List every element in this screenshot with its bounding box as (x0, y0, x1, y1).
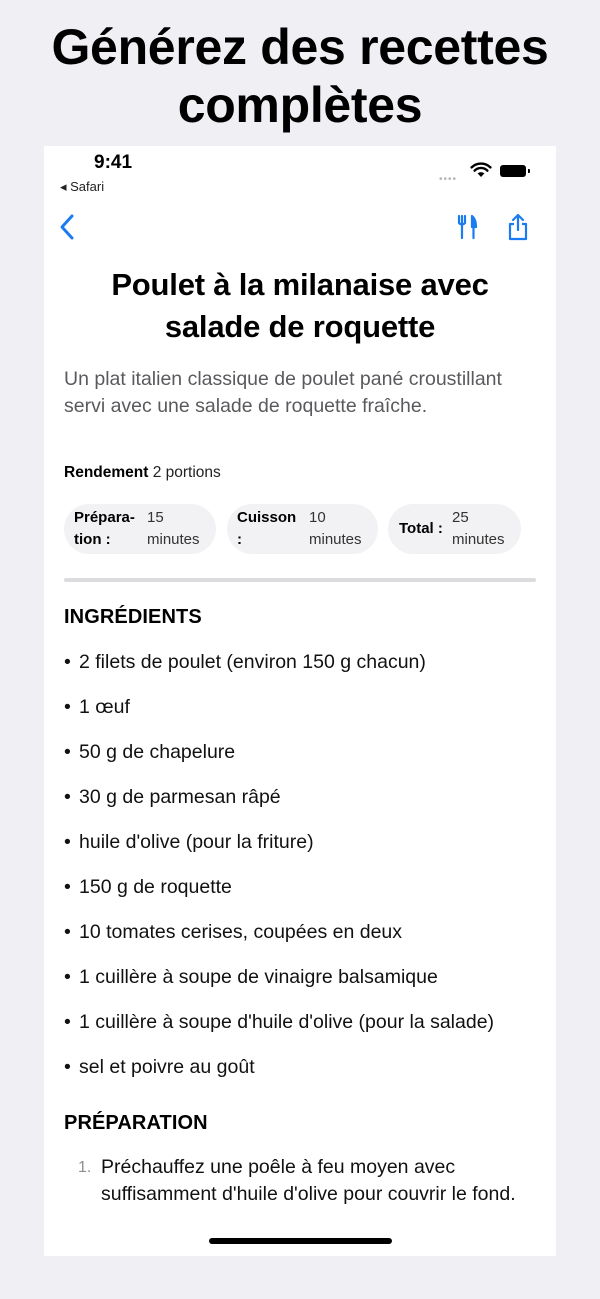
ingredient-text: huile d'olive (pour la friture) (79, 831, 314, 853)
recipe-title-line-1: Poulet à la milanaise avec (111, 267, 489, 302)
step-text: Préchauffez une poêle à feu moyen avec suffisamment d'huile d'olive pour couvrir le fond. (101, 1156, 516, 1205)
prep-time-value-2: minutes (147, 531, 200, 548)
total-time-value-2: minutes (452, 531, 505, 548)
ingredient-text: 1 cuillère à soupe de vinaigre balsamique (79, 966, 438, 988)
list-item: • 2 filets de poulet (environ 150 g chacun) (64, 651, 426, 673)
ingredient-text: 1 œuf (79, 696, 130, 718)
recipe-yield (64, 464, 221, 482)
back-to-safari-link[interactable]: ◂ Safari (60, 179, 105, 194)
yield-label: Rendement (64, 464, 149, 481)
steps-list (64, 1154, 534, 1208)
prep-time-chip (64, 504, 216, 554)
ingredients-list (64, 644, 494, 1094)
ingredient-text: 150 g de roquette (79, 876, 232, 898)
cook-time-label-2: : (237, 531, 242, 548)
ingredient-text: 30 g de parmesan râpé (79, 786, 281, 808)
share-icon[interactable] (506, 212, 530, 242)
ingredients-heading: INGRÉDIENTS (64, 606, 202, 628)
list-item: • 1 cuillère à soupe d'huile d'olive (pour la salade) (64, 1011, 495, 1033)
list-item (64, 1154, 534, 1208)
home-indicator[interactable] (209, 1238, 392, 1244)
list-item: • 30 g de parmesan râpé (64, 786, 281, 808)
list-item: • huile d'olive (pour la friture) (64, 831, 314, 853)
status-time: 9:41 (94, 152, 133, 173)
list-item: • 150 g de roquette (64, 876, 232, 898)
ingredient-text: 1 cuillère à soupe d'huile d'olive (pour la salade) (79, 1011, 495, 1033)
ingredient-text: 10 tomates cerises, coupées en deux (79, 921, 403, 943)
signal-icon: •••• (439, 174, 458, 185)
fork-knife-icon[interactable] (456, 214, 478, 240)
total-time-label: Total : (399, 520, 443, 537)
list-item: • 50 g de chapelure (64, 741, 236, 763)
list-item: • sel et poivre au goût (64, 1056, 255, 1078)
promo-headline (0, 18, 600, 134)
ingredient-text: sel et poivre au goût (79, 1056, 255, 1078)
section-divider (64, 578, 536, 582)
cook-time-label-1: Cuisson (237, 509, 297, 526)
battery-icon (500, 165, 526, 177)
total-time-chip (388, 504, 521, 554)
recipe-description: Un plat italien classique de poulet pané croustillant servi avec une salade de roquette fraîche. (64, 368, 502, 417)
prep-time-label-1: Prépara- (74, 509, 135, 526)
yield-value: 2 portions (152, 464, 221, 481)
wifi-icon (470, 162, 492, 178)
chevron-left-icon[interactable] (56, 212, 80, 242)
list-item: • 10 tomates cerises, coupées en deux (64, 921, 403, 943)
recipe-title-line-2: salade de roquette (164, 309, 436, 344)
list-item: • 1 œuf (64, 696, 130, 718)
phone-screen (44, 146, 556, 1256)
promo-line-2: complètes (177, 77, 423, 133)
ingredient-text: 50 g de chapelure (79, 741, 236, 763)
list-item: • 1 cuillère à soupe de vinaigre balsamique (64, 966, 438, 988)
total-time-value-1: 25 (452, 509, 469, 526)
prep-time-label-2: tion : (74, 531, 111, 548)
ingredient-text: 2 filets de poulet (environ 150 g chacun) (79, 651, 426, 673)
cook-time-value-2: minutes (309, 531, 362, 548)
prep-time-value-1: 15 (147, 509, 164, 526)
step-number: 1. (78, 1159, 92, 1176)
promo-line-1: Générez des recettes (51, 19, 549, 75)
status-bar (44, 146, 556, 202)
preparation-heading: PRÉPARATION (64, 1112, 208, 1134)
cook-time-chip (227, 504, 378, 554)
cook-time-value-1: 10 (309, 509, 326, 526)
recipe-title (64, 264, 536, 348)
